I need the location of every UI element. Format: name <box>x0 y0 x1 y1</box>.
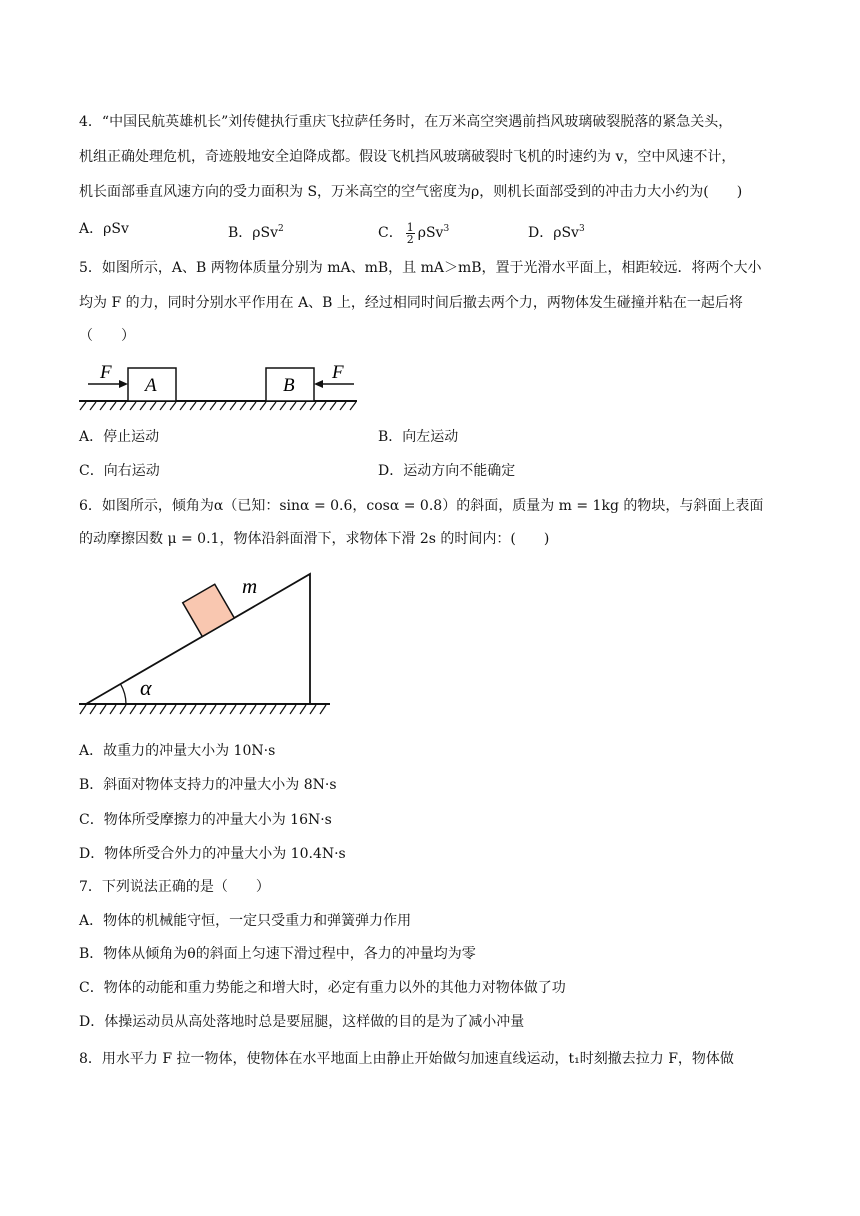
q6-option-d: D．物体所受合外力的冲量大小为 10.4N·s <box>79 846 346 862</box>
q6-option-c: C．物体所受摩擦力的冲量大小为 16N·s <box>79 812 332 828</box>
q6-stem-line1: 6．如图所示，倾角为α（已知：sinα = 0.6，cosα = 0.8）的斜面，质量为 m = 1kg 的物块，与斜面上表面 <box>79 498 764 514</box>
q4-option-c-label: C． <box>378 225 403 241</box>
q6-option-a: A．故重力的冲量大小为 10N·s <box>79 743 276 759</box>
q7-option-a: A．物体的机械能守恒，一定只受重力和弹簧弹力作用 <box>79 913 412 929</box>
ground-hatching <box>80 402 356 410</box>
q4-option-a-text: ρSv <box>103 221 129 237</box>
q4-option-b-exponent: 2 <box>278 224 284 234</box>
q5-option-c: C．向右运动 <box>79 463 160 479</box>
q7-option-c: C．物体的动能和重力势能之和增大时，必定有重力以外的其他力对物体做了功 <box>79 980 566 996</box>
q6-figure-incline <box>74 568 336 720</box>
q4-option-c-denominator: 2 <box>406 232 414 246</box>
block-b-label: B <box>283 375 295 396</box>
force-arrowhead-right <box>314 380 323 388</box>
q5-stem-line3: （ ） <box>79 328 135 344</box>
q7-stem: 7．下列说法正确的是（ ） <box>79 879 270 895</box>
force-arrowhead-left <box>119 380 128 388</box>
q4-stem-line2: 机组正确处理危机，奇迹般地安全迫降成都。假设飞机挡风玻璃破裂时飞机的时速约为 v，空中风速不计， <box>79 149 736 165</box>
q4-option-b <box>228 219 284 243</box>
q5-option-b: B．向左运动 <box>378 429 459 445</box>
angle-label: α <box>140 675 152 700</box>
q4-option-a <box>79 219 129 239</box>
q6-stem-line2: 的动摩擦因数 μ = 0.1，物体沿斜面滑下，求物体下滑 2s 的时间内：( ) <box>79 531 550 547</box>
block-a-label: A <box>145 375 157 396</box>
q7-option-b: B．物体从倾角为θ的斜面上匀速下滑过程中，各力的冲量均为零 <box>79 946 476 962</box>
q8-stem-line1: 8．用水平力 F 拉一物体，使物体在水平地面上由静止开始做匀加速直线运动，t₁时刻撤去拉力 F，物体做 <box>79 1051 734 1067</box>
q4-option-d-label: D． <box>528 225 554 241</box>
q5-option-a: A．停止运动 <box>79 429 160 445</box>
q4-option-d-exponent: 3 <box>578 224 585 234</box>
ground-hatching <box>80 705 326 714</box>
q4-option-a-label: A． <box>79 221 104 237</box>
q5-stem-line2: 均为 F 的力，同时分别水平作用在 A、B 上，经过相同时间后撤去两个力，两物体发生碰撞并粘在一起后将 <box>79 295 743 311</box>
q4-option-c-text: ρSv <box>417 225 444 241</box>
q4-option-c-exponent: 3 <box>443 224 450 234</box>
q4-option-d <box>528 219 585 243</box>
q7-option-d: D．体操运动员从高处落地时总是要屈腿，这样做的目的是为了减小冲量 <box>79 1014 525 1030</box>
q4-option-c-numerator: 1 <box>406 220 414 234</box>
q5-stem-line1: 5．如图所示，A、B 两物体质量分别为 mA、mB，且 mA＞mB，置于光滑水平面上，相距较远．将两个大小 <box>79 260 762 276</box>
q5-option-d: D．运动方向不能确定 <box>378 463 516 479</box>
q4-stem-line1: 4．“中国民航英雄机长”刘传健执行重庆飞拉萨任务时，在万米高空突遇前挡风玻璃破裂脱落的紧急关头， <box>79 114 733 130</box>
force-label-left: F <box>100 362 112 383</box>
mass-label: m <box>242 574 258 598</box>
angle-arc <box>121 684 126 704</box>
force-label-right: F <box>332 362 344 383</box>
q4-option-b-label: B． <box>228 225 253 241</box>
q4-option-b-text: ρSv <box>252 225 279 241</box>
q4-option-d-text: ρSv <box>553 225 579 241</box>
q6-option-b: B．斜面对物体支持力的冲量大小为 8N·s <box>79 777 337 793</box>
block-on-incline <box>183 584 235 636</box>
q4-option-c-fraction <box>406 222 415 245</box>
q5-figure-blocks-on-surface <box>74 356 364 414</box>
q4-option-c <box>378 214 449 248</box>
q4-stem-line3: 机长面部垂直风速方向的受力面积为 S，万米高空的空气密度为ρ，则机长面部受到的冲击力大小约为( ) <box>79 184 743 200</box>
